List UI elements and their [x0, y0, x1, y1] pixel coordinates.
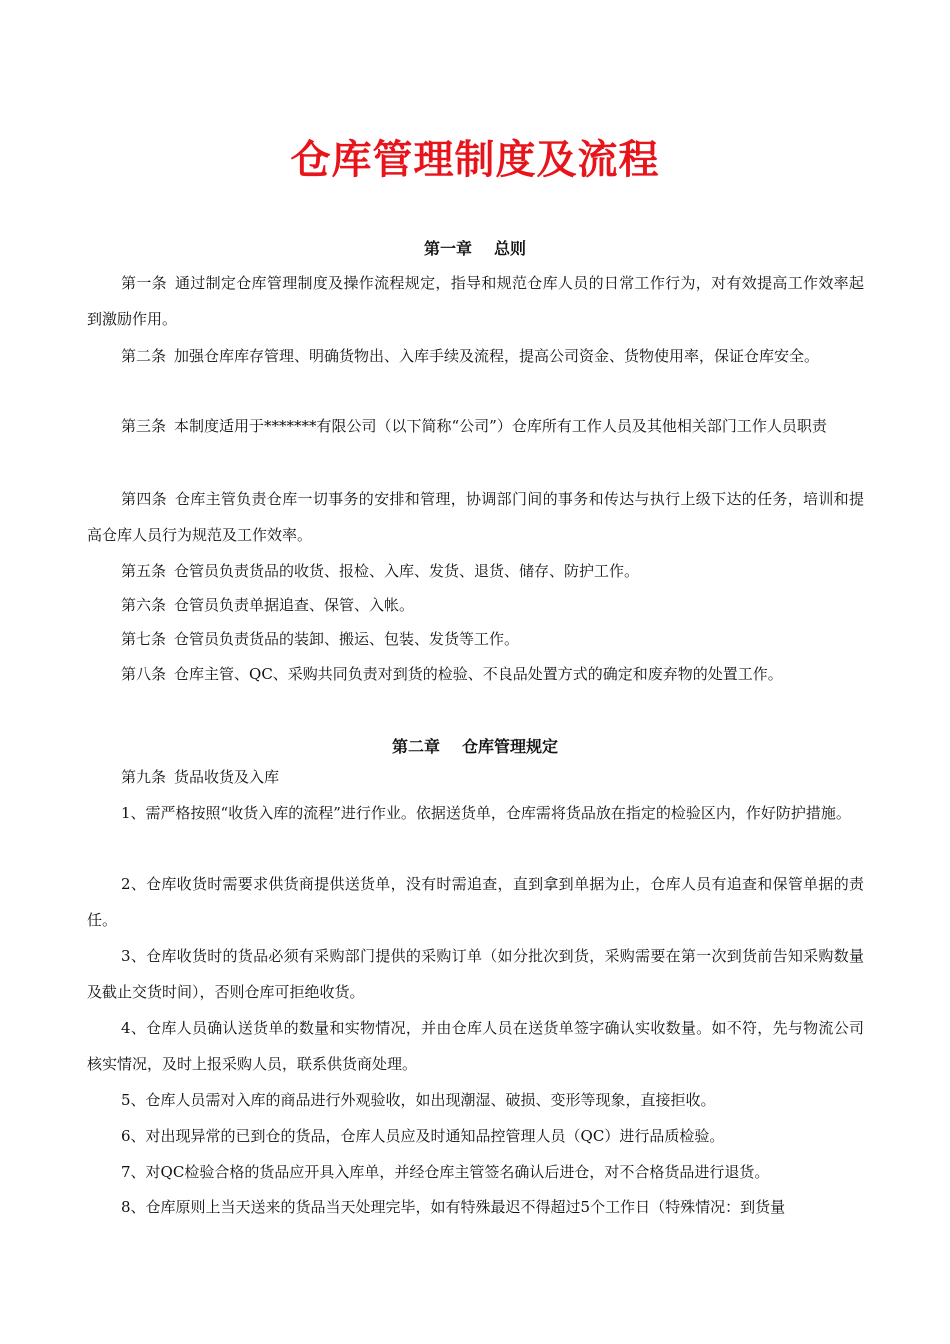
- article-text: 通过制定仓库管理制度及操作流程规定，指导和规范仓库人员的日常工作行为，对有效提高工作效率起到激励作用。: [87, 274, 864, 328]
- article-4: [87, 481, 864, 553]
- article-7: [87, 621, 864, 657]
- article-label: 第五条: [121, 562, 167, 580]
- article-text: 仓库主管负责仓库一切事务的安排和管理，协调部门间的事务和传达与执行上级下达的任务，培训和提高仓库人员行为规范及工作效率。: [87, 490, 864, 544]
- article-label: 第二条: [121, 347, 167, 365]
- article-text: 货品收货及入库: [174, 768, 280, 786]
- article-text: 仓管员负责货品的收货、报检、入库、发货、退货、储存、防护工作。: [174, 562, 640, 580]
- article-3: [87, 408, 864, 444]
- article-label: 第一条: [121, 274, 167, 292]
- article-text: 仓管员负责单据追查、保管、入帐。: [174, 596, 415, 614]
- article-text: 加强仓库库存管理、明确货物出、入库手续及流程，提高公司资金、货物使用率，保证仓库安全。: [174, 347, 820, 365]
- list-item: 8、仓库原则上当天送来的货品当天处理完毕，如有特殊最迟不得超过5个工作日（特殊情况：到货量: [121, 1198, 786, 1216]
- article-2: [87, 338, 864, 374]
- article-label: 第六条: [121, 596, 167, 614]
- chapter-1-number: 第一章: [423, 239, 472, 258]
- article-label: 第九条: [121, 768, 167, 786]
- list-item: 6、对出现异常的已到仓的货品，仓库人员应及时通知品控管理人员（QC）进行品质检验。: [121, 1127, 725, 1145]
- article-label: 第四条: [121, 490, 167, 508]
- article-8: [87, 656, 864, 692]
- article-text: 本制度适用于*******有限公司（以下简称“公司”）仓库所有工作人员及其他相关部门工作人员职责: [174, 417, 827, 435]
- chapter-1-heading: [0, 236, 950, 259]
- article-label: 第八条: [121, 665, 167, 683]
- article-1: [87, 265, 864, 337]
- list-item: 5、仓库人员需对入库的商品进行外观验收，如出现潮湿、破损、变形等现象，直接拒收。: [121, 1091, 716, 1109]
- chapter-1-name: 总则: [494, 239, 527, 258]
- article-5: [87, 553, 864, 589]
- article-label: 第三条: [121, 417, 167, 435]
- chapter-2-number: 第二章: [391, 737, 440, 756]
- chapter-2-name: 仓库管理规定: [462, 737, 559, 756]
- list-item: 4、仓库人员确认送货单的数量和实物情况，并由仓库人员在送货单签字确认实收数量。如不符，先与物流公司核实情况，及时上报采购人员，联系供货商处理。: [87, 1019, 864, 1073]
- chapter-2-heading: [0, 734, 950, 757]
- article-6: [87, 587, 864, 623]
- list-item: 1、需严格按照“收货入库的流程”进行作业。依据送货单，仓库需将货品放在指定的检验区内，作好防护措施。: [121, 804, 851, 822]
- article-text: 仓管员负责货品的装卸、搬运、包装、发货等工作。: [174, 630, 520, 648]
- article-text: 仓库主管、QC、采购共同负责对到货的检验、不良品处置方式的确定和废弃物的处置工作。: [174, 665, 783, 683]
- list-item: 7、对QC检验合格的货品应开具入库单，并经仓库主管签名确认后进仓，对不合格货品进行退货。: [121, 1163, 770, 1181]
- article-label: 第七条: [121, 630, 167, 648]
- list-item: 3、仓库收货时的货品必须有采购部门提供的采购订单（如分批次到货，采购需要在第一次到货前告知采购数量及截止交货时间），否则仓库可拒绝收货。: [87, 947, 864, 1001]
- list-item: 2、仓库收货时需要求供货商提供送货单，没有时需追查，直到拿到单据为止，仓库人员有追查和保管单据的责任。: [87, 875, 864, 929]
- article-9: [87, 759, 864, 795]
- document-title: 仓库管理制度及流程: [290, 137, 660, 183]
